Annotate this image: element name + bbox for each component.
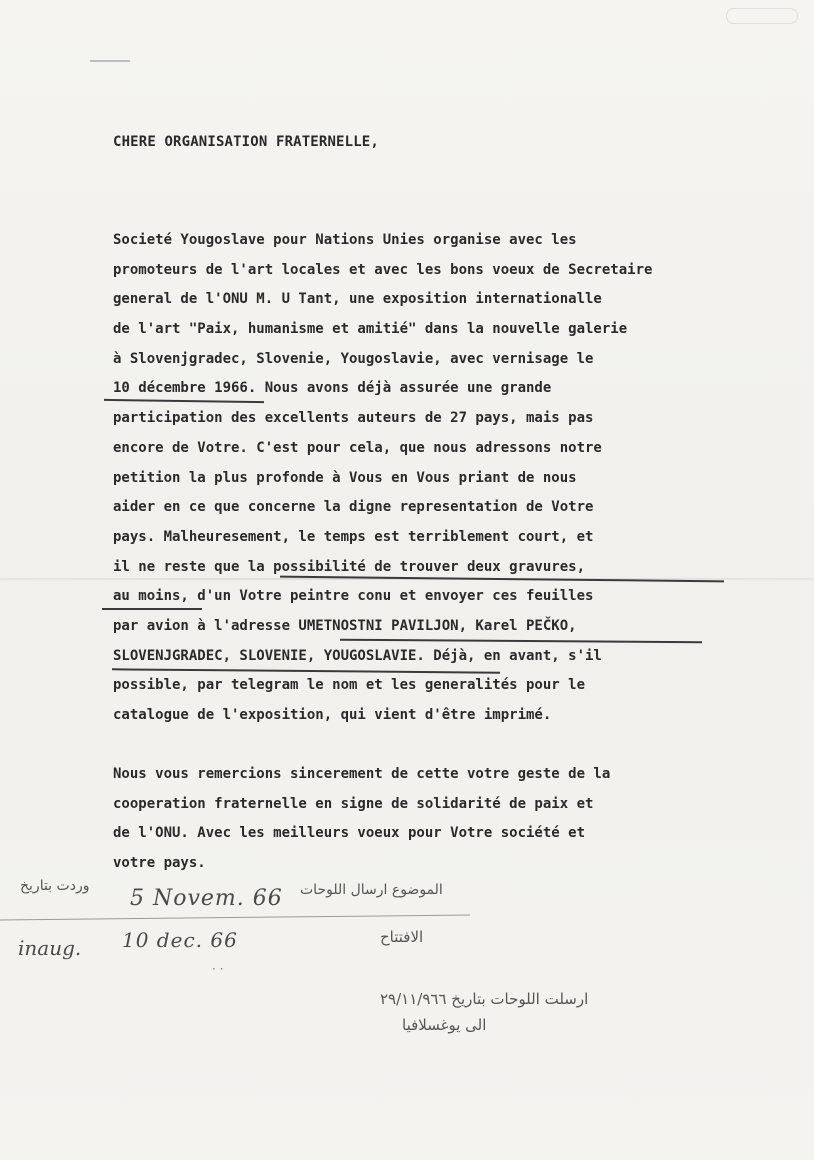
handwritten-sent-note: ارسلت اللوحات بتاريخ ٢٩/١١/٩٦٦	[380, 990, 589, 1008]
text-line: possible, par telegram le nom et les generalités pour le	[113, 677, 586, 694]
handwritten-inaug-label: inaug.	[18, 936, 82, 960]
text-line: 10 décembre 1966. Nous avons déjà assurée une grande	[113, 380, 552, 397]
text-line: encore de Votre. C'est pour cela, que nous adressons notre	[113, 439, 602, 456]
text-line: de l'ONU. Avec les meilleurs voeux pour Votre société et	[113, 825, 586, 842]
paper-stain	[726, 8, 798, 24]
letter-paragraph-1	[113, 226, 652, 731]
text-line: à Slovenjgradec, Slovenie, Yougoslavie, avec vernisage le	[113, 350, 594, 367]
text-line: Nous vous remercions sincerement de cette votre geste de la	[113, 766, 611, 782]
underline-au-moins	[102, 608, 202, 610]
text-line: participation des excellents auteurs de 27 pays, mais pas	[113, 410, 594, 427]
text-line: votre pays.	[113, 855, 206, 872]
letter-greeting: CHERE ORGANISATION FRATERNELLE,	[113, 134, 379, 150]
handwritten-opening-note: الافتتاح	[380, 928, 424, 946]
text-line: catalogue de l'exposition, qui vient d'être imprimé.	[113, 707, 552, 723]
handwritten-inaug-date: 10 dec. 66	[122, 928, 238, 952]
text-line: par avion à l'adresse UMETNOSTNI PAVILJON, Karel PEČKO,	[113, 617, 577, 634]
text-line: promoteurs de l'art locales et avec les bons voeux de Secretaire	[113, 261, 653, 278]
text-line: au moins, d'un Votre peintre conu et envoyer ces feuilles	[113, 588, 594, 605]
text-line: aider en ce que concerne la digne representation de Votre	[113, 499, 594, 516]
handwritten-sent-destination: الى يوغسلافيا	[402, 1016, 487, 1034]
ink-dots: · ·	[212, 962, 224, 976]
text-line: pays. Malheuresement, le temps est terriblement court, et	[113, 528, 594, 545]
text-line: SLOVENJGRADEC, SLOVENIE, YOUGOSLAVIE. Déjà, en avant, s'il	[113, 647, 602, 664]
text-line: il ne reste que la possibilité de trouver deux gravures,	[113, 558, 586, 575]
text-line: cooperation fraternelle en signe de solidarité de paix et	[113, 795, 594, 812]
handwritten-received-date: 5 Novem. 66	[130, 886, 283, 911]
handwritten-received-label: وردت بتاريخ	[20, 878, 90, 894]
text-line: general de l'ONU M. U Tant, une exposition internationalle	[113, 291, 602, 308]
text-line: petition la plus profonde à Vous en Vous priant de nous	[113, 469, 577, 486]
handwritten-subject-note: الموضوع ارسال اللوحات	[300, 882, 443, 898]
text-line: Societé Yougoslave pour Nations Unies organise avec les	[113, 232, 577, 248]
paper-mark	[90, 60, 130, 62]
text-line: de l'art "Paix, humanisme et amitié" dans la nouvelle galerie	[113, 321, 628, 338]
handwritten-divider	[0, 915, 470, 921]
letter-paragraph-2	[113, 760, 610, 879]
